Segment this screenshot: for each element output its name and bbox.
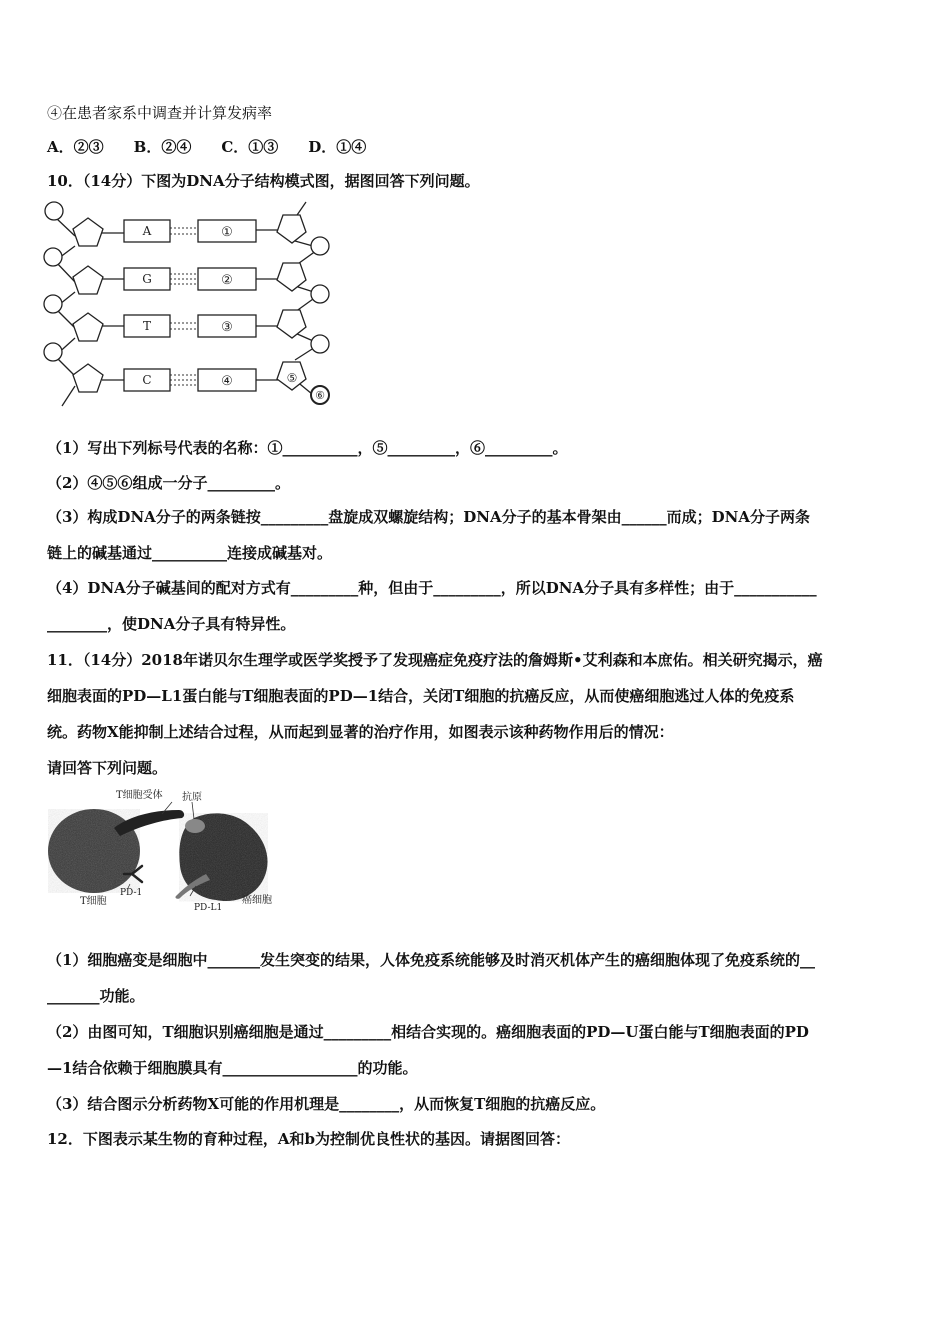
immune-therapy-diagram [44,788,284,914]
label-cancer-cell: 癌细胞 [242,895,272,906]
q9-option-4: ④在患者家系中调查并计算发病率 [47,104,273,122]
base-right-3: ③ [221,320,233,335]
base-right-1: ① [221,225,233,240]
label-t-cell-receptor: T细胞受体 [116,790,163,801]
q11-sub2-line2: —1结合依赖于细胞膜具有__________________的功能。 [47,1059,418,1077]
q12-stem: 12．下图表示某生物的育种过程，A和b为控制优良性状的基因。请据图回答： [47,1130,571,1148]
base-right-4: ④ [221,374,233,389]
label-t-cell: T细胞 [80,896,107,907]
q11-stem-line3: 统。药物X能抑制上述结合过程，从而起到显著的治疗作用，如图表示该种药物作用后的情况： [47,723,674,741]
label-6: ⑥ [315,389,325,402]
q11-stem-line4: 请回答下列问题。 [47,759,168,777]
label-pd1: PD-1 [120,888,143,898]
label-pdl1: PD-L1 [194,903,223,913]
base-right-2: ② [221,273,233,288]
q11-sub2-line1: （2）由图可知，T细胞识别癌细胞是通过_________相结合实现的。癌细胞表面的PD—U蛋白能与T细胞表面的PD [47,1023,809,1041]
base-left-1: A [142,224,152,238]
q10-sub4-line1: （4）DNA分子碱基间的配对方式有_________种，但由于_________，所以DNA分子具有多样性；由于___________ [47,579,817,597]
q10-sub3-line1: （3）构成DNA分子的两条链按_________盘旋成双螺旋结构；DNA分子的基本骨架由______而成；DNA分子两条 [47,508,811,526]
label-5: ⑤ [286,371,298,385]
q10-sub2: （2）④⑤⑥组成一分子_________。 [47,474,290,492]
q11-sub3: （3）结合图示分析药物X可能的作用机理是________，从而恢复T细胞的抗癌反应。 [47,1095,606,1113]
q10-sub4-line2: ________，使DNA分子具有特异性。 [47,615,296,633]
q11-sub1-line1: （1）细胞癌变是细胞中_______发生突变的结果，人体免疫系统能够及时消灭机体产生的癌细胞体现了免疫系统的__ [47,951,815,969]
q11-stem-line2: 细胞表面的PD—L1蛋白能与T细胞表面的PD—1结合，关闭T细胞的抗癌反应，从而使癌细胞逃过人体的免疫系 [47,687,795,705]
base-left-2: G [142,272,152,286]
q10-sub1: （1）写出下列标号代表的名称：①__________，⑤_________，⑥_________。 [47,439,568,457]
q10-stem: 10．（14分）下图为DNA分子结构模式图，据图回答下列问题。 [47,172,480,190]
label-antigen: 抗原 [182,792,202,803]
dna-structure-diagram [40,196,340,410]
base-left-4: C [142,373,152,387]
base-left-3: T [142,319,152,333]
q9-choices: A．②③ B．②④ C．①③ D．①④ [47,138,367,156]
q10-sub3-line2: 链上的碱基通过__________连接成碱基对。 [47,544,333,562]
q11-sub1-line2: _______功能。 [47,987,145,1005]
q11-stem-line1: 11．（14分）2018年诺贝尔生理学或医学奖授予了发现癌症免疫疗法的詹姆斯•艾利森和本庶佑。相关研究揭示，癌 [47,651,823,669]
